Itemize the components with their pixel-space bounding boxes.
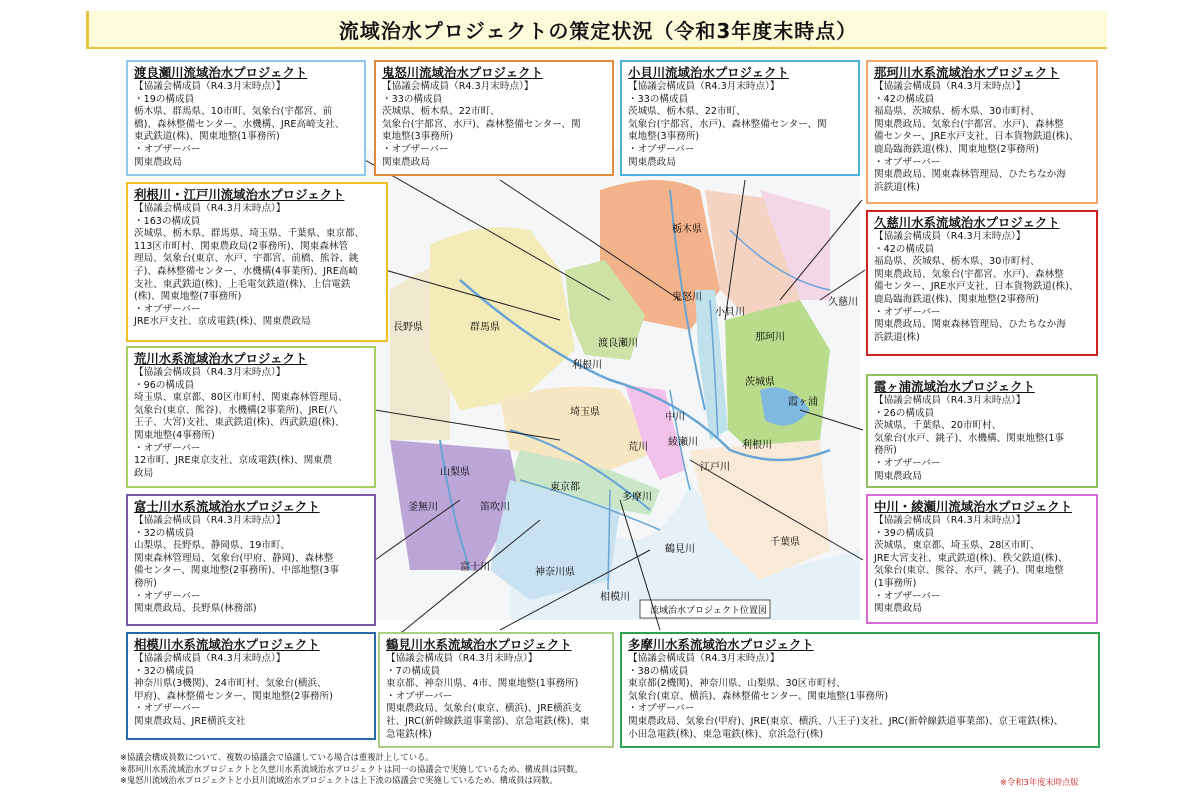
project-line: ・19の構成員 <box>134 93 195 105</box>
project-line: 茨城県、千葉県、20市町村、 <box>874 420 1002 432</box>
project-box-kuji <box>866 210 1098 356</box>
project-line: ・42の構成員 <box>874 243 935 255</box>
project-line: 【協議会構成員（R4.3月末時点）】 <box>628 81 780 92</box>
project-line: ・オブザーバー <box>134 143 201 155</box>
project-title-fuji: 富士川水系流域治水プロジェクト <box>134 499 320 514</box>
project-box-watarase <box>126 60 366 176</box>
project-line: 備センター、JRE水戸支社、日本貨物鉄道(株)、 <box>874 281 1079 293</box>
project-line: 【協議会構成員（R4.3月末時点）】 <box>134 653 286 664</box>
project-line: 小田急電鉄(株)、東急電鉄(株)、京浜急行(株) <box>628 728 824 740</box>
connector-kokai <box>725 180 745 320</box>
project-line: 関東森林管理局、気象台(甲府、静岡)、森林整 <box>134 552 334 564</box>
project-line: ・39の構成員 <box>874 527 935 539</box>
label-tochigi: 栃木県 <box>672 224 702 235</box>
label-chiba: 千葉県 <box>770 537 800 548</box>
project-line: 福島県、茨城県、栃木県、30市町村、 <box>874 256 1040 268</box>
project-line: 理局、気象台(東京、水戸、宇都宮、前橋、熊谷、銚 <box>134 253 359 265</box>
project-line: 栃木県、群馬県、10市町、気象台(宇都宮、前 <box>134 106 333 118</box>
project-line: 関東農政局、気象台(東京、横浜)、JRE横浜支 <box>386 703 582 715</box>
project-box-naka <box>866 60 1098 204</box>
project-title-kuji: 久慈川水系流域治水プロジェクト <box>874 215 1060 230</box>
label-sagami: 相模川 <box>600 592 630 603</box>
map-caption: 流域治水プロジェクト位置図 <box>650 606 767 616</box>
connector-kasumigaura <box>800 410 863 430</box>
project-line: ・オブザーバー <box>874 590 941 602</box>
project-line: 関東農政局、関東森林管理局、ひたちなか海 <box>874 169 1066 181</box>
connector-tsurumi <box>500 550 650 630</box>
project-line: 支社、東武鉄道(株)、上毛電気鉄道(株)、上信電鉄 <box>134 278 351 290</box>
label-kamanashi: 釜無川 <box>408 502 438 513</box>
project-line: 浜鉄道(株) <box>874 181 920 193</box>
project-line: ・7の構成員 <box>386 665 441 677</box>
project-line: 東地整(3事務所) <box>382 131 454 143</box>
connector-naka <box>780 200 862 300</box>
project-line: JRE大宮支社、東武鉄道(株)、秩父鉄道(株)、 <box>874 552 1068 564</box>
project-box-kasumigaura <box>866 374 1098 488</box>
label-kasumigaura: 霞ヶ浦 <box>788 397 818 408</box>
project-line: ・オブザーバー <box>134 590 201 602</box>
project-line: 務所) <box>134 577 157 589</box>
project-line: 気象台(東京、横浜)、森林整備センター、関東地整(1事務所) <box>628 690 889 702</box>
project-box-tone <box>126 182 388 342</box>
connector-nakaayase <box>690 460 863 560</box>
project-line: 関東農政局、JRE横浜支社 <box>134 715 246 727</box>
project-line: 【協議会構成員（R4.3月末時点）】 <box>874 231 1026 242</box>
project-line: ・42の構成員 <box>874 93 935 105</box>
project-line: ・32の構成員 <box>134 665 195 677</box>
project-line: 茨城県、東京都、埼玉県、28区市町、 <box>874 540 1040 552</box>
project-title-ara: 荒川水系流域治水プロジェクト <box>134 351 308 366</box>
project-line: 12市町、JRE東京支社、京成電鉄(株)、関東農 <box>134 455 333 467</box>
connector-tone <box>385 270 560 320</box>
project-line: ・オブザーバー <box>628 703 695 715</box>
project-title-nakaayase: 中川・綾瀬川流域治水プロジェクト <box>874 499 1073 514</box>
project-box-tsurumi <box>378 632 614 748</box>
project-line: ・オブザーバー <box>134 442 201 454</box>
project-title-watarase: 渡良瀬川流域治水プロジェクト <box>134 65 308 80</box>
project-box-ara <box>126 346 376 488</box>
project-line: 【協議会構成員（R4.3月末時点）】 <box>628 653 780 664</box>
label-arakawa: 荒川 <box>628 442 648 453</box>
project-line: 関東農政局、気象台(宇都宮、水戸)、森林整 <box>874 268 1064 280</box>
footnote: ※那珂川水系流域治水プロジェクトと久慈川水系流域治水プロジェクトは同一の協議会で実施しているため、構成員は同数。 <box>120 763 583 774</box>
project-line: 【協議会構成員（R4.3月末時点）】 <box>874 395 1026 406</box>
label-watarase-river: 渡良瀬川 <box>598 338 638 349</box>
project-line: 【協議会構成員（R4.3月末時点）】 <box>134 203 286 214</box>
label-nakagawa: 中川 <box>665 412 685 423</box>
project-line: 鹿島臨海鉄道(株)、関東地整(2事務所) <box>874 293 1039 305</box>
project-title-sagami: 相模川水系流域治水プロジェクト <box>134 637 320 652</box>
project-line: 【協議会構成員（R4.3月末時点）】 <box>386 653 538 664</box>
project-line: 社、JRC(新幹線鉄道事業部)、京急電鉄(株)、東 <box>386 715 590 727</box>
label-ibaraki: 茨城県 <box>745 377 775 388</box>
connector-watarase <box>365 160 610 300</box>
label-tamagawa: 多摩川 <box>622 492 652 503</box>
project-line: 関東農政局 <box>382 156 430 168</box>
project-line: 備センター、関東地整(2事務所)、中部地整(3事 <box>134 565 339 577</box>
project-line: 東地整(3事務所) <box>628 131 700 143</box>
connector-tama <box>620 500 660 630</box>
project-line: 関東農政局、長野県(林務部) <box>134 603 257 615</box>
project-line: 茨城県、栃木県、22市町、 <box>382 106 500 118</box>
footnotes <box>120 752 583 787</box>
project-line: 気象台(宇都宮、水戸)、森林整備センター、関 <box>382 118 581 130</box>
project-line: ・33の構成員 <box>382 93 443 105</box>
project-line: 【協議会構成員（R4.3月末時点）】 <box>382 81 534 92</box>
project-line: 関東農政局 <box>874 470 922 482</box>
label-tokyo: 東京都 <box>550 482 580 493</box>
label-yamanashi: 山梨県 <box>440 467 470 478</box>
project-title-tama: 多摩川水系流域治水プロジェクト <box>628 637 814 652</box>
label-naka-river: 那珂川 <box>755 332 785 343</box>
project-line: ・オブザーバー <box>134 303 201 315</box>
project-box-fuji <box>126 494 376 626</box>
project-line: 113区市町村、関東農政局(2事務所)、関東森林管 <box>134 240 349 252</box>
project-line: 関東地整(4事務所) <box>134 429 215 441</box>
project-line: 関東農政局 <box>874 603 922 615</box>
project-line: ・オブザーバー <box>874 156 941 168</box>
project-line: ・33の構成員 <box>628 93 689 105</box>
project-box-kinu <box>374 60 614 176</box>
project-line: 気象台(東京、熊谷)、水機構(2事業所)、JRE(八 <box>134 404 338 416</box>
project-line: 関東農政局、気象台(甲府)、JRE(東京、横浜、八王子)支社、JRC(新幹線鉄道事業部)、京王電鉄(株)、 <box>628 715 1064 727</box>
project-line: ・オブザーバー <box>386 690 453 702</box>
project-line: 【協議会構成員（R4.3月末時点）】 <box>134 515 286 526</box>
project-line: (株)、関東地整(7事務所) <box>134 291 242 303</box>
project-line: 備センター、JRE水戸支社、日本貨物鉄道(株)、 <box>874 131 1079 143</box>
label-edogawa: 江戸川 <box>700 462 730 473</box>
project-line: ・26の構成員 <box>874 407 935 419</box>
project-line: ・オブザーバー <box>134 703 201 715</box>
project-line: ・32の構成員 <box>134 527 195 539</box>
project-line: 茨城県、栃木県、群馬県、埼玉県、千葉県、東京都、 <box>134 228 365 240</box>
project-line: 橋)、森林整備センター、水機構、JRE高崎支社、 <box>134 118 345 130</box>
label-kokai-river: 小貝川 <box>715 307 745 318</box>
label-kinu-river: 鬼怒川 <box>672 292 702 303</box>
project-line: 気象台(水戸、銚子)、水機構、関東地整(1事 <box>874 432 1065 444</box>
project-line: 東武鉄道(株)、関東地整(1事務所) <box>134 131 280 143</box>
project-line: 関東農政局、気象台(宇都宮、水戸)、森林整 <box>874 118 1064 130</box>
project-line: ・オブザーバー <box>628 143 695 155</box>
project-line: 【協議会構成員（R4.3月末時点）】 <box>874 81 1026 92</box>
project-line: 【協議会構成員（R4.3月末時点）】 <box>874 515 1026 526</box>
project-title-tone: 利根川・江戸川流域治水プロジェクト <box>134 187 345 202</box>
label-tone-river-lower: 利根川 <box>742 440 772 451</box>
project-line: 政局 <box>134 467 154 479</box>
label-fuefuki: 笛吹川 <box>480 502 510 513</box>
project-line: 王子、大宮)支社、東武鉄道(株)、西武鉄道(株)、 <box>134 417 345 429</box>
project-line: 気象台(東京、熊谷、水戸、銚子)、関東地整 <box>874 565 1064 577</box>
project-box-kokai <box>620 60 860 176</box>
label-tsurumi: 鶴見川 <box>665 544 695 555</box>
connector-ara <box>375 410 560 440</box>
project-line: 子)、森林整備センター、水機構(4事業所)、JRE高崎 <box>134 265 358 277</box>
project-line: 急電鉄(株) <box>386 728 432 740</box>
project-box-sagami <box>126 632 376 740</box>
project-title-tsurumi: 鶴見川水系流域治水プロジェクト <box>386 637 572 652</box>
footnote: ※協議会構成員数について、複数の協議会で協議している場合は重複計上している。 <box>120 752 434 762</box>
project-line: JRE水戸支社、京成電鉄(株)、関東農政局 <box>134 316 311 328</box>
project-line: 務所) <box>874 445 897 457</box>
connector-kinu <box>500 180 680 300</box>
footnote: ※鬼怒川流域治水プロジェクトと小貝川流域治水プロジェクトは上下流の協議会で実施しているため、構成員は同数。 <box>120 775 558 785</box>
project-line: (1事務所) <box>874 577 917 589</box>
project-line: 福島県、茨城県、栃木県、30市町村、 <box>874 106 1040 118</box>
label-tone-river: 利根川 <box>572 360 602 371</box>
project-line: 関東農政局 <box>134 156 182 168</box>
project-line: 浜鉄道(株) <box>874 331 920 343</box>
label-saitama: 埼玉県 <box>570 407 600 418</box>
label-kuji-river: 久慈川 <box>828 297 858 308</box>
project-title-kasumigaura: 霞ヶ浦流域治水プロジェクト <box>874 379 1035 394</box>
project-line: 埼玉県、東京都、80区市町村、関東森林管理局、 <box>134 392 348 404</box>
project-line: 茨城県、栃木県、22市町、 <box>628 106 746 118</box>
connector-fuji <box>375 500 460 560</box>
project-title-naka: 那珂川水系流域治水プロジェクト <box>874 65 1060 80</box>
project-box-tama <box>620 632 1100 748</box>
project-line: ・オブザーバー <box>874 457 941 469</box>
project-line: 【協議会構成員（R4.3月末時点）】 <box>134 367 286 378</box>
label-ayase: 綾瀬川 <box>668 437 698 448</box>
project-title-kinu: 鬼怒川流域治水プロジェクト <box>382 65 543 80</box>
project-title-kokai: 小貝川流域治水プロジェクト <box>628 65 789 80</box>
label-nagano: 長野県 <box>393 322 423 333</box>
project-line: ・オブザーバー <box>874 306 941 318</box>
project-line: 山梨県、長野県、静岡県、19市町、 <box>134 540 291 552</box>
project-line: 関東農政局 <box>628 156 676 168</box>
project-box-nakaayase <box>866 494 1098 624</box>
project-line: 気象台(宇都宮、水戸)、森林整備センター、関 <box>628 118 827 130</box>
project-line: 【協議会構成員（R4.3月末時点）】 <box>134 81 286 92</box>
project-line: 鹿島臨海鉄道(株)、関東地整(2事務所) <box>874 143 1039 155</box>
project-line: ・96の構成員 <box>134 379 195 391</box>
project-line: ・163の構成員 <box>134 215 201 227</box>
project-line: 東京都(2機関)、神奈川県、山梨県、30区市町村、 <box>628 678 846 690</box>
project-line: 東京都、神奈川県、4市、関東地整(1事務所) <box>386 678 579 690</box>
project-line: 甲府)、森林整備センター、関東地整(2事務所) <box>134 690 333 702</box>
project-line: 神奈川県(3機関)、24市町村、気象台(横浜、 <box>134 678 327 690</box>
label-kanagawa: 神奈川県 <box>535 567 575 578</box>
page-title: 流域治水プロジェクトの策定状況（令和3年度末時点） <box>338 18 858 43</box>
project-line: ・38の構成員 <box>628 665 689 677</box>
edition-stamp: ※令和3年度末時点版 <box>1000 777 1079 787</box>
project-line: ・オブザーバー <box>382 143 449 155</box>
project-line: 関東農政局、関東森林管理局、ひたちなか海 <box>874 319 1066 331</box>
label-fuji-river: 富士川 <box>460 562 490 573</box>
label-gunma: 群馬県 <box>470 322 500 333</box>
connector-kuji <box>820 270 865 300</box>
